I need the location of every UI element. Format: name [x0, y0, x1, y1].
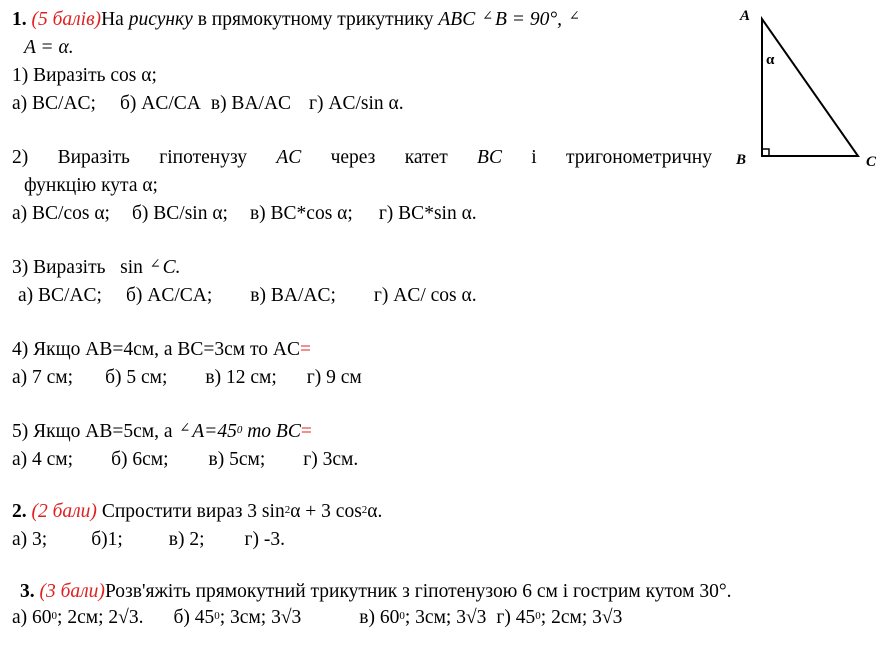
- option: г) $45^0$; 2см; 3√3: [496, 607, 623, 628]
- word: AC: [276, 147, 302, 168]
- option: а) 3;: [12, 529, 48, 550]
- vertex-c-label: C: [866, 154, 877, 170]
- option: г) 9 см: [306, 367, 362, 388]
- q1-intro-c: в прямокутному трикутнику: [197, 9, 434, 30]
- q1-intro-a: На: [101, 9, 124, 30]
- q3-text: Розв'яжіть прямокутний трикутник з гіпотенузою 6 см і гострим кутом 30°.: [104, 581, 732, 602]
- word: через: [330, 147, 376, 168]
- option: в) 5см;: [208, 449, 266, 470]
- right-angle-mark: [762, 149, 769, 156]
- q3-header: [20, 580, 732, 604]
- q1-sub4-label: 4) Якщо AB=4см, а BC=3см то AC: [12, 339, 300, 360]
- angle-symbol: ∠: [568, 8, 580, 23]
- q2-number: 2.: [12, 501, 27, 522]
- option: б) AC/CA;: [125, 285, 213, 306]
- square-mark: 2: [284, 504, 291, 516]
- option: в) BA/AC;: [250, 285, 336, 306]
- option: в) 12 см;: [205, 367, 277, 388]
- q3-points: (3 бали): [39, 581, 105, 602]
- triangle: [762, 19, 858, 156]
- q1-sub2-options: [12, 202, 477, 226]
- q1-header: [12, 8, 582, 33]
- q2-options: [12, 528, 285, 552]
- word: тригонометричну: [566, 147, 712, 168]
- word: гіпотенузу: [159, 147, 248, 168]
- q1-sub5-eq: =: [300, 421, 312, 442]
- q1-sub3-c: C.: [162, 257, 181, 278]
- alpha-label: α: [766, 52, 775, 68]
- angle-symbol: ∠: [179, 420, 191, 435]
- q1-number: 1.: [12, 9, 27, 30]
- word: BC: [477, 147, 502, 168]
- triangle-figure: [730, 2, 890, 174]
- option: б) BC/sin α;: [131, 203, 228, 224]
- word: катет: [404, 147, 448, 168]
- q1-sub5-label: 5) Якщо AB=5см, а: [12, 421, 173, 442]
- q1-sub2-text-cont: функцію кута α;: [24, 175, 158, 196]
- q2-text: Спростити вираз 3 sin: [101, 501, 285, 522]
- q1-points: (5 балів): [31, 9, 102, 30]
- q1-sub5-options: [12, 448, 358, 472]
- option: г) 3см.: [303, 449, 359, 470]
- vertex-b-label: B: [736, 152, 747, 168]
- q1-b-angle: B = 90°,: [495, 9, 563, 30]
- option: г) BC*sin α.: [378, 203, 477, 224]
- q1-sub4-options: [12, 366, 362, 390]
- q2-header: [12, 500, 382, 524]
- word: Виразіть: [57, 147, 130, 168]
- q1-sub1-options: [12, 92, 404, 116]
- option: б) $45^0$; 3см; 3√3: [173, 607, 302, 628]
- option: в) BC*cos α;: [249, 203, 353, 224]
- q3-number: 3.: [20, 581, 35, 602]
- option: а) 7 см;: [12, 367, 74, 388]
- option: а) BC/cos α;: [12, 203, 110, 224]
- q1-sub5-to-bc: то BC: [242, 421, 301, 442]
- angle-symbol: ∠: [482, 8, 494, 23]
- q2-mid: α + 3 cos: [290, 501, 362, 522]
- q1-sub1-text: 1) Виразіть cos α;: [12, 65, 157, 86]
- q2-points: (2 бали): [31, 501, 97, 522]
- q1-sub3-options: [18, 284, 477, 308]
- option: а) 4 см;: [12, 449, 74, 470]
- q1-sub3-text: [12, 256, 181, 281]
- option: в) $60^0$; 3см; 3√3: [359, 607, 487, 628]
- option: б)1;: [91, 529, 123, 550]
- q1-sub5-text: [12, 420, 312, 445]
- q1-sub2-text: [12, 146, 712, 170]
- square-mark: 2: [361, 504, 368, 516]
- q1-header-cont: [24, 36, 74, 60]
- q2-end: α.: [367, 501, 383, 522]
- degree-mark: 0: [236, 424, 243, 436]
- q1-sub3-label: 3) Виразіть sin: [12, 257, 143, 278]
- word: і: [531, 147, 537, 168]
- option: а) BC/AC;: [12, 93, 96, 114]
- option: а) $60^0$; 2см; 2√3.: [12, 607, 144, 628]
- q1-intro-b: рисунку: [128, 9, 193, 30]
- q3-options: [12, 606, 622, 630]
- q1-sub4-eq: =: [299, 339, 311, 360]
- option: в) BA/AC: [210, 93, 292, 114]
- word: 2): [12, 147, 29, 168]
- q1-a-angle: A = α.: [24, 37, 74, 58]
- option: б) 6см;: [111, 449, 169, 470]
- option: г) AC/sin α.: [309, 93, 404, 114]
- option: б) AC/CA: [119, 93, 201, 114]
- option: а) BC/AC;: [18, 285, 102, 306]
- option: г) -3.: [244, 529, 286, 550]
- option: г) AC/ cos α.: [373, 285, 477, 306]
- option: б) 5 см;: [105, 367, 168, 388]
- q1-abc: ABC: [438, 9, 476, 30]
- option: в) 2;: [168, 529, 205, 550]
- angle-symbol: ∠: [149, 256, 161, 271]
- vertex-a-label: A: [740, 8, 751, 24]
- q1-sub5-angle: A=45: [192, 421, 237, 442]
- q1-sub4-text: [12, 338, 311, 362]
